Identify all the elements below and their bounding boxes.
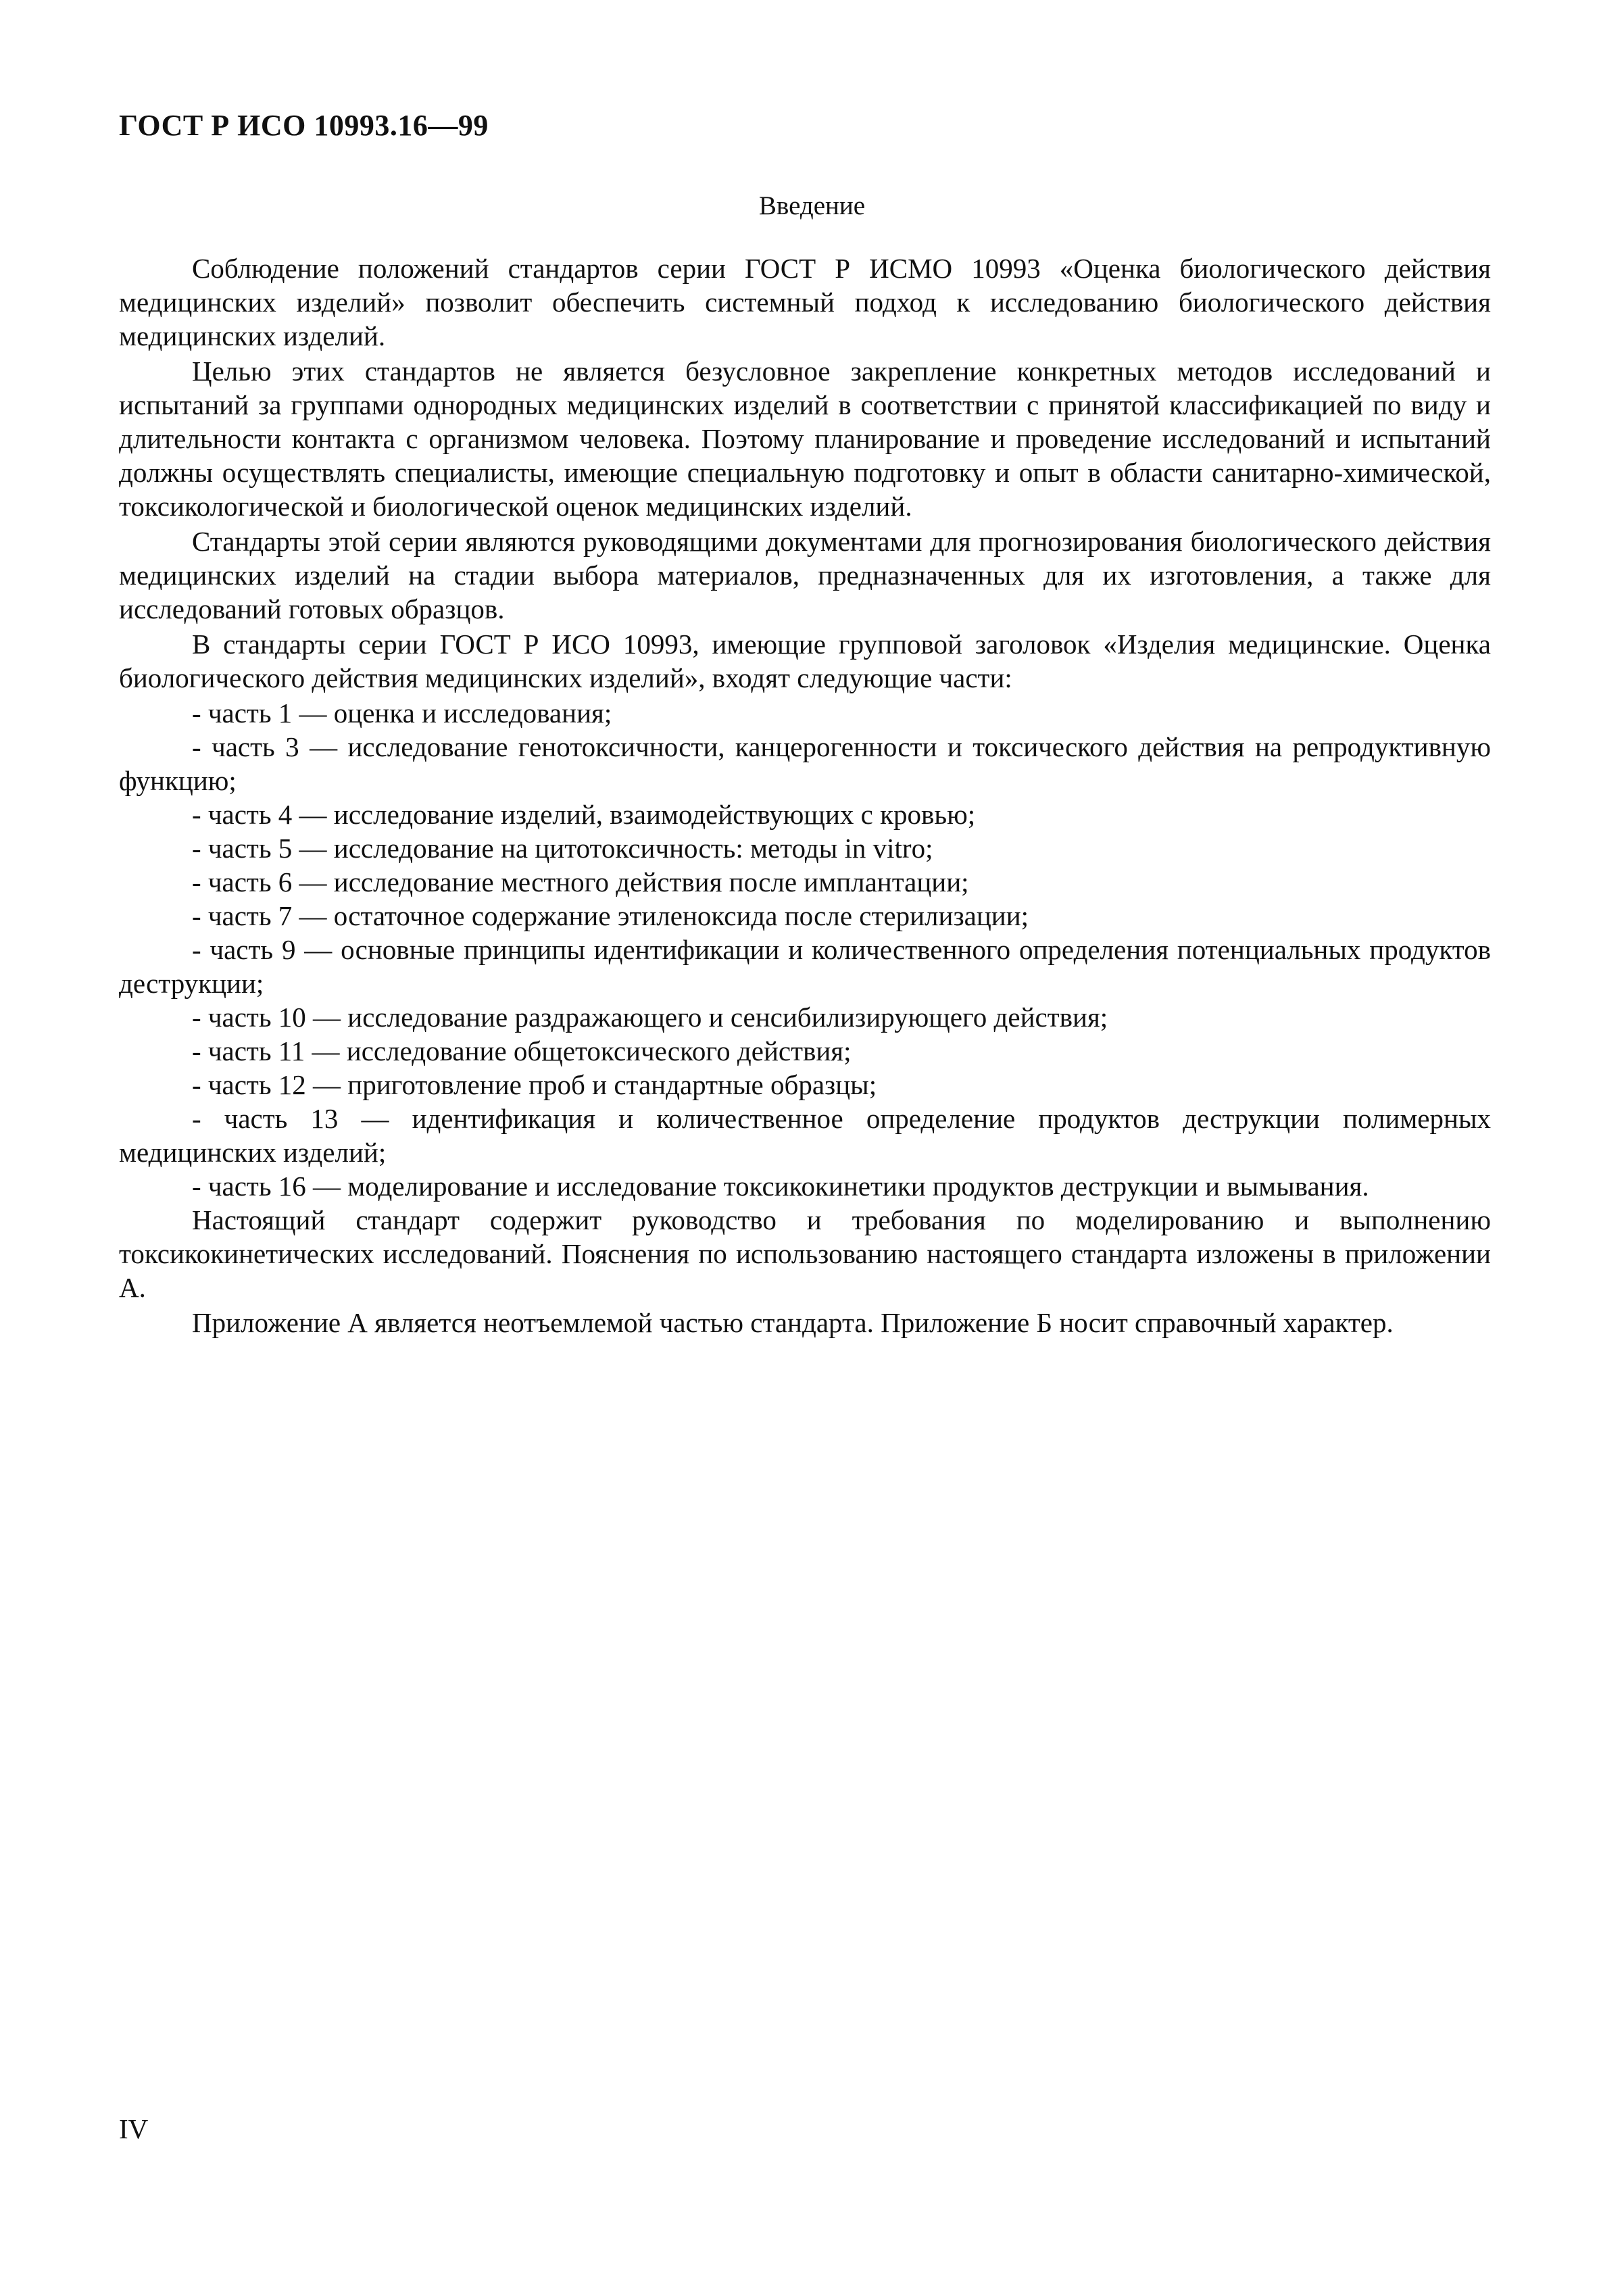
list-item: - часть 5 — исследование на цитотоксичность: методы in vitro;: [192, 833, 933, 864]
paragraph: Настоящий стандарт содержит руководство и требования по моделированию и выполнению токсикокинетических исследований. Пояснения по использованию настоящего стандарта изложены в приложении А.: [119, 1204, 1491, 1303]
paragraph: Приложение А является неотъемлемой частью стандарта. Приложение Б носит справочный характер.: [192, 1307, 1394, 1338]
paragraph: Стандарты этой серии являются руководящими документами для прогнозирования биологического действия медицинских изделий на стадии выбора материалов, предназначенных для их изготовления, а также для исследований готовых образцов.: [119, 526, 1491, 624]
list-item: - часть 16 — моделирование и исследование токсикокинетики продуктов деструкции и вымывания.: [192, 1171, 1369, 1202]
list-item: - часть 7 — остаточное содержание этиленоксида после стерилизации;: [192, 900, 1029, 931]
list-item: - часть 12 — приготовление проб и стандартные образцы;: [192, 1069, 877, 1100]
list-item: - часть 1 — оценка и исследования;: [192, 697, 612, 729]
parts-list: [119, 696, 1491, 1203]
list-item: - часть 13 — идентификация и количественное определение продуктов деструкции полимерных медицинских изделий;: [119, 1103, 1491, 1168]
paragraph: Целью этих стандартов не является безусловное закрепление конкретных методов исследований и испытаний за группами однородных медицинских изделий в соответствии с принятой классификацией по виду и длительности контакта с организмом человека. Поэтому планирование и проведение исследований и испытаний должны осуществлять специалисты, имеющие специальную подготовку и опыт в области санитарно-химической, токсикологической и биологической оценок медицинских изделий.: [119, 355, 1491, 522]
paragraph: В стандарты серии ГОСТ Р ИСО 10993, имеющие групповой заголовок «Изделия медицинские. Оценка биологического действия медицинских изделий», входят следующие части:: [119, 629, 1491, 693]
list-item: - часть 11 — исследование общетоксического действия;: [192, 1035, 852, 1066]
list-item: - часть 6 — исследование местного действия после имплантации;: [192, 866, 969, 898]
list-item: - часть 3 — исследование генотоксичности, канцерогенности и токсического действия на репродуктивную функцию;: [119, 731, 1491, 796]
paragraph: Соблюдение положений стандартов серии ГОСТ Р ИСМО 10993 «Оценка биологического действия медицинских изделий» позволит обеспечить системный подход к исследованию биологического действия медицинских изделий.: [119, 253, 1491, 351]
list-item: - часть 10 — исследование раздражающего и сенсибилизирующего действия;: [192, 1002, 1108, 1033]
document-code: ГОСТ Р ИСО 10993.16—99: [119, 109, 489, 142]
page-number: IV: [119, 2113, 149, 2144]
section-title: Введение: [758, 191, 866, 220]
list-item: - часть 4 — исследование изделий, взаимодействующих с кровью;: [192, 799, 976, 830]
introduction-body: [119, 251, 1491, 1341]
list-item: - часть 9 — основные принципы идентификации и количественного определения потенциальных продуктов деструкции;: [119, 934, 1491, 999]
